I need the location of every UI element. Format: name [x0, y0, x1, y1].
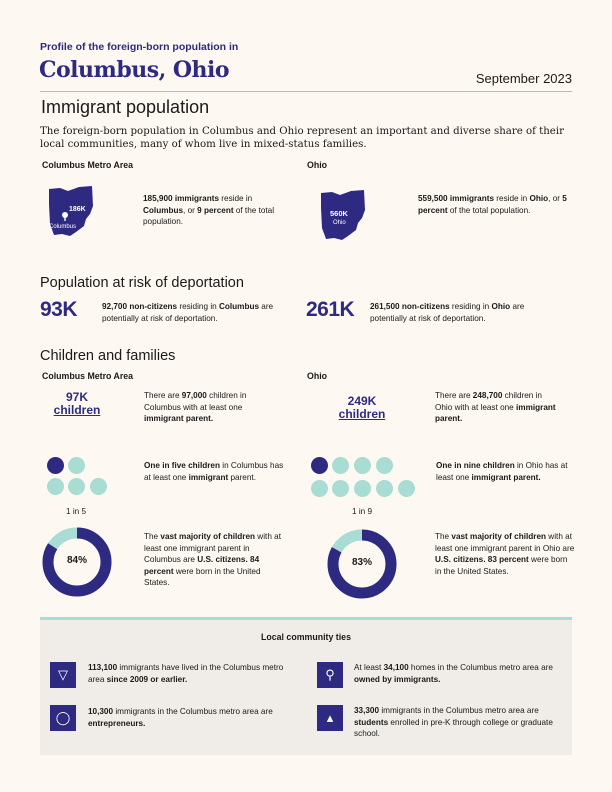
state-immigrant-text: 559,500 immigrants reside in Ohio, or 5 percent of the total population.: [418, 194, 567, 215]
lightbulb-icon: ◯: [50, 705, 76, 731]
ratio-dot: [376, 457, 393, 474]
ohio-map-metro: [46, 184, 96, 238]
student-icon: ▴: [317, 705, 343, 731]
community-item-homes: At least 34,100 homes in the Columbus metro area are owned by immigrants.: [354, 663, 553, 684]
state-children-count: 249K children: [338, 394, 386, 421]
state-deportation-figure: 261K: [306, 298, 355, 321]
metro-ratio-label: 1 in 5: [65, 507, 87, 516]
ratio-dot-filled: [47, 457, 64, 474]
header-divider: [40, 91, 572, 92]
ratio-dot: [47, 478, 64, 495]
community-item-residency: 113,100 immigrants have lived in the Columbus metro area since 2009 or earlier.: [88, 663, 284, 684]
state-map-value: 560K: [330, 209, 348, 218]
metro-map-place: Columbus: [49, 224, 77, 230]
state-donut-text: The vast majority of children with at least one immigrant parent in Ohio are U.S. citizens. 83 percent were born in the United States.: [435, 532, 575, 576]
metro-children-text: There are 97,000 children in Columbus with at least one immigrant parent.: [144, 391, 247, 423]
ratio-dot: [68, 478, 85, 495]
ratio-dot-filled: [311, 457, 328, 474]
state-map-place: Ohio: [333, 220, 346, 226]
metro-ratio-dots: [46, 456, 116, 498]
metro-deportation-text: 92,700 non-citizens residing in Columbus are potentially at risk of deportation.: [102, 302, 274, 323]
metro-map-value: 186K: [69, 206, 86, 213]
ratio-dot: [332, 480, 349, 497]
metro-deportation-figure: 93K: [40, 298, 78, 321]
ratio-dot: [354, 457, 371, 474]
immigrant-population-heading: Immigrant population: [41, 97, 210, 117]
state-ratio-dots: [310, 456, 420, 498]
children-metro-label: Columbus Metro Area: [42, 371, 134, 381]
page-title: Columbus, Ohio: [39, 57, 230, 83]
ratio-dot: [398, 480, 415, 497]
intro-text: The foreign-born population in Columbus and Ohio represent an important and diverse share of their local communities, many of whom live in mixed-status families.: [40, 126, 564, 150]
metro-ratio-text: One in five children in Columbus has at least one immigrant parent.: [144, 461, 284, 482]
state-ratio-text: One in nine children in Ohio has at least one immigrant parent.: [436, 461, 568, 482]
metro-donut-label: 84%: [66, 555, 87, 566]
state-citizen-donut: [325, 527, 399, 601]
calendar-icon: ▽: [50, 662, 76, 688]
ratio-dot: [68, 457, 85, 474]
metro-donut-text: The vast majority of children with at least one immigrant parent in Columbus are U.S. citizens. 84 percent were born in the United States.: [144, 532, 281, 587]
children-state-label: Ohio: [307, 371, 328, 381]
children-heading: Children and families: [40, 348, 176, 364]
ratio-dot: [376, 480, 393, 497]
state-donut-label: 83%: [351, 557, 372, 568]
state-label: Ohio: [307, 160, 328, 170]
metro-citizen-donut: [40, 525, 114, 599]
state-deportation-text: 261,500 non-citizens residing in Ohio are potentially at risk of deportation.: [370, 302, 525, 323]
ratio-dot: [90, 478, 107, 495]
state-children-text: There are 248,700 children in Ohio with at least one immigrant parent.: [435, 391, 556, 423]
community-item-students: 33,300 immigrants in the Columbus metro area are students enrolled in pre-K through college or graduate school.: [354, 706, 553, 738]
ohio-map-state: [318, 188, 368, 242]
report-date: September 2023: [475, 71, 572, 86]
ratio-dot: [354, 480, 371, 497]
community-ties-panel: [40, 617, 572, 755]
metro-children-count: 97K children: [53, 390, 101, 417]
ratio-dot: [332, 457, 349, 474]
metro-label: Columbus Metro Area: [42, 160, 134, 170]
state-ratio-label: 1 in 9: [351, 507, 373, 516]
community-item-entrepreneurs: 10,300 immigrants in the Columbus metro area are entrepreneurs.: [88, 707, 273, 728]
ratio-dot: [311, 480, 328, 497]
supertitle: Profile of the foreign-born population in: [40, 41, 239, 53]
key-icon: ⚲: [317, 662, 343, 688]
deportation-heading: Population at risk of deportation: [40, 275, 244, 291]
metro-immigrant-text: 185,900 immigrants reside in Columbus, or 9 percent of the total population.: [143, 194, 275, 226]
community-heading: Local community ties: [261, 632, 351, 642]
